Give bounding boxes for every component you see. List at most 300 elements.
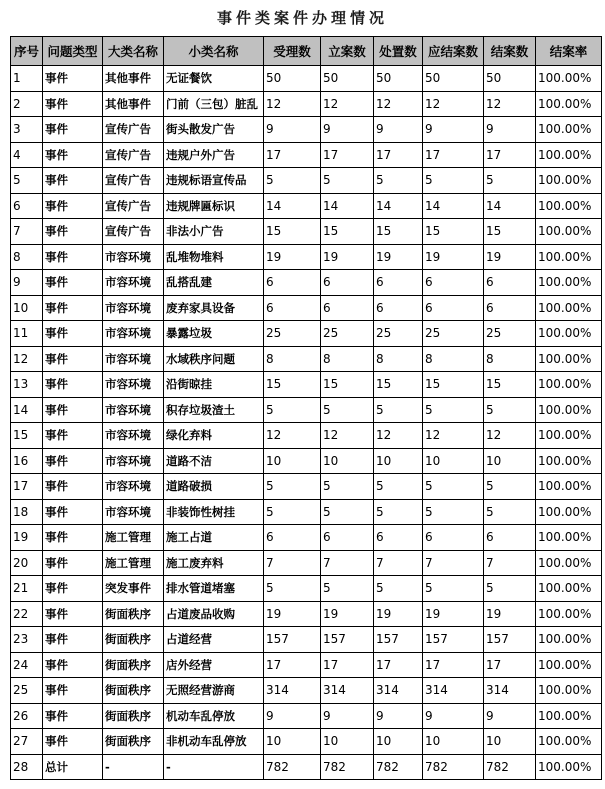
column-header-filed-count: 立案数	[321, 37, 374, 66]
table-cell: 782	[264, 754, 321, 780]
table-cell: 7	[321, 550, 374, 576]
table-cell: 100.00%	[536, 295, 602, 321]
table-cell: 19	[374, 601, 423, 627]
table-cell: 市容环境	[103, 448, 164, 474]
table-cell: 19	[423, 601, 484, 627]
table-cell: 10	[423, 729, 484, 755]
table-cell: 积存垃圾渣土	[164, 397, 264, 423]
table-cell: 20	[11, 550, 43, 576]
table-cell: 17	[423, 142, 484, 168]
table-cell: 314	[374, 678, 423, 704]
table-cell: 街头散发广告	[164, 117, 264, 143]
table-cell: 17	[11, 474, 43, 500]
table-cell: 9	[484, 703, 536, 729]
table-cell: 17	[484, 652, 536, 678]
table-row	[11, 372, 602, 398]
table-cell: 100.00%	[536, 448, 602, 474]
table-cell: 8	[11, 244, 43, 270]
table-cell: 25	[423, 321, 484, 347]
table-cell: 5	[484, 168, 536, 194]
table-cell: 施工管理	[103, 525, 164, 551]
table-cell: 5	[321, 576, 374, 602]
table-cell: -	[103, 754, 164, 780]
table-cell: 事件	[43, 601, 103, 627]
table-row	[11, 219, 602, 245]
table-cell: 6	[374, 525, 423, 551]
table-cell: 100.00%	[536, 550, 602, 576]
table-cell: 15	[374, 372, 423, 398]
table-cell: 8	[321, 346, 374, 372]
table-cell: 100.00%	[536, 754, 602, 780]
column-header-closed-count: 结案数	[484, 37, 536, 66]
table-cell: 6	[423, 270, 484, 296]
table-cell: 5	[423, 576, 484, 602]
table-cell: 6	[423, 525, 484, 551]
table-cell: 事件	[43, 652, 103, 678]
table-row	[11, 66, 602, 92]
table-cell: 街面秩序	[103, 729, 164, 755]
table-cell: 5	[321, 397, 374, 423]
table-cell: 总计	[43, 754, 103, 780]
table-cell: 事件	[43, 117, 103, 143]
table-cell: 市容环境	[103, 397, 164, 423]
table-cell: 12	[264, 423, 321, 449]
table-cell: 50	[264, 66, 321, 92]
table-cell: 8	[374, 346, 423, 372]
table-cell: 100.00%	[536, 346, 602, 372]
table-cell: 100.00%	[536, 397, 602, 423]
table-row	[11, 423, 602, 449]
table-row	[11, 601, 602, 627]
table-cell: 19	[374, 244, 423, 270]
table-cell: 事件	[43, 423, 103, 449]
table-cell: 6	[264, 270, 321, 296]
table-cell: 100.00%	[536, 244, 602, 270]
table-cell: 15	[423, 219, 484, 245]
table-cell: 街面秩序	[103, 652, 164, 678]
table-cell: 100.00%	[536, 703, 602, 729]
cases-table	[10, 36, 602, 780]
table-cell: 5	[484, 576, 536, 602]
table-cell: 6	[484, 295, 536, 321]
table-cell: 157	[264, 627, 321, 653]
table-cell: 17	[374, 142, 423, 168]
table-cell: 乱堆物堆料	[164, 244, 264, 270]
table-cell: 15	[11, 423, 43, 449]
table-cell: 19	[423, 244, 484, 270]
table-cell: 782	[321, 754, 374, 780]
table-cell: 无证餐饮	[164, 66, 264, 92]
table-cell: 非装饰性树挂	[164, 499, 264, 525]
table-cell: 事件	[43, 525, 103, 551]
table-cell: 19	[484, 601, 536, 627]
column-header-serial: 序号	[11, 37, 43, 66]
table-cell: 17	[423, 652, 484, 678]
table-cell: 100.00%	[536, 270, 602, 296]
table-cell: 15	[374, 219, 423, 245]
table-cell: 5	[423, 474, 484, 500]
table-cell: 5	[374, 397, 423, 423]
table-cell: 15	[321, 372, 374, 398]
column-header-accepted-count: 受理数	[264, 37, 321, 66]
table-cell: 10	[374, 729, 423, 755]
table-cell: 市容环境	[103, 270, 164, 296]
table-cell: 17	[321, 652, 374, 678]
table-cell: 9	[374, 703, 423, 729]
table-cell: 6	[374, 295, 423, 321]
table-cell: 157	[423, 627, 484, 653]
table-cell: 12	[321, 423, 374, 449]
column-header-minor-category: 小类名称	[164, 37, 264, 66]
table-row	[11, 91, 602, 117]
table-cell: 19	[321, 601, 374, 627]
table-cell: 9	[321, 703, 374, 729]
table-row	[11, 117, 602, 143]
table-cell: 违规牌匾标识	[164, 193, 264, 219]
table-row	[11, 270, 602, 296]
table-row	[11, 754, 602, 780]
table-cell: 157	[374, 627, 423, 653]
table-cell: 宣传广告	[103, 117, 164, 143]
table-cell: 17	[264, 652, 321, 678]
table-row	[11, 499, 602, 525]
table-cell: 事件	[43, 66, 103, 92]
table-cell: 19	[264, 601, 321, 627]
table-cell: 街面秩序	[103, 627, 164, 653]
table-cell: 10	[321, 448, 374, 474]
table-cell: 事件	[43, 295, 103, 321]
table-cell: 782	[374, 754, 423, 780]
table-cell: 市容环境	[103, 244, 164, 270]
table-cell: 100.00%	[536, 652, 602, 678]
table-cell: 17	[484, 142, 536, 168]
table-cell: 市容环境	[103, 474, 164, 500]
table-cell: 157	[484, 627, 536, 653]
table-cell: 事件	[43, 219, 103, 245]
table-body	[11, 66, 602, 780]
table-cell: 7	[11, 219, 43, 245]
table-cell: 街面秩序	[103, 703, 164, 729]
table-cell: 事件	[43, 627, 103, 653]
table-cell: 25	[321, 321, 374, 347]
table-cell: 157	[321, 627, 374, 653]
table-cell: 15	[264, 219, 321, 245]
table-cell: 17	[321, 142, 374, 168]
table-row	[11, 703, 602, 729]
table-cell: 100.00%	[536, 66, 602, 92]
table-cell: 事件	[43, 703, 103, 729]
table-cell: 事件	[43, 729, 103, 755]
table-cell: 14	[423, 193, 484, 219]
table-cell: 7	[264, 550, 321, 576]
table-cell: 100.00%	[536, 168, 602, 194]
table-cell: 50	[484, 66, 536, 92]
table-cell: 9	[423, 703, 484, 729]
table-row	[11, 448, 602, 474]
table-row	[11, 576, 602, 602]
table-cell: 5	[264, 499, 321, 525]
table-cell: 5	[374, 576, 423, 602]
table-cell: 10	[264, 448, 321, 474]
table-cell: 9	[264, 703, 321, 729]
table-cell: 12	[374, 91, 423, 117]
table-cell: 事件	[43, 270, 103, 296]
table-cell: 事件	[43, 168, 103, 194]
table-cell: 宣传广告	[103, 219, 164, 245]
table-cell: 施工管理	[103, 550, 164, 576]
table-row	[11, 295, 602, 321]
table-cell: 27	[11, 729, 43, 755]
table-cell: 15	[264, 372, 321, 398]
table-cell: 100.00%	[536, 601, 602, 627]
table-cell: 12	[423, 91, 484, 117]
table-cell: 道路不洁	[164, 448, 264, 474]
table-cell: 5	[11, 168, 43, 194]
table-cell: 5	[321, 474, 374, 500]
table-cell: 5	[484, 499, 536, 525]
table-cell: 14	[11, 397, 43, 423]
table-cell: 6	[423, 295, 484, 321]
table-cell: 10	[321, 729, 374, 755]
table-cell: 8	[423, 346, 484, 372]
table-cell: 机动车乱停放	[164, 703, 264, 729]
table-cell: 5	[264, 576, 321, 602]
table-cell: 6	[11, 193, 43, 219]
table-cell: 9	[374, 117, 423, 143]
table-cell: 12	[264, 91, 321, 117]
table-cell: 事件	[43, 397, 103, 423]
table-row	[11, 678, 602, 704]
table-cell: 宣传广告	[103, 142, 164, 168]
table-cell: 26	[11, 703, 43, 729]
table-cell: 9	[484, 117, 536, 143]
table-cell: 14	[374, 193, 423, 219]
table-cell: 100.00%	[536, 525, 602, 551]
table-cell: -	[164, 754, 264, 780]
table-cell: 市容环境	[103, 423, 164, 449]
table-cell: 事件	[43, 678, 103, 704]
table-cell: 事件	[43, 346, 103, 372]
table-cell: 17	[374, 652, 423, 678]
table-cell: 沿街晾挂	[164, 372, 264, 398]
table-row	[11, 193, 602, 219]
table-cell: 15	[484, 372, 536, 398]
table-cell: 5	[484, 474, 536, 500]
table-cell: 6	[484, 270, 536, 296]
table-cell: 事件	[43, 474, 103, 500]
table-cell: 事件	[43, 576, 103, 602]
table-cell: 17	[264, 142, 321, 168]
table-cell: 25	[11, 678, 43, 704]
table-cell: 8	[264, 346, 321, 372]
table-cell: 11	[11, 321, 43, 347]
table-cell: 12	[484, 91, 536, 117]
table-cell: 25	[484, 321, 536, 347]
table-cell: 782	[484, 754, 536, 780]
table-cell: 暴露垃圾	[164, 321, 264, 347]
table-cell: 14	[264, 193, 321, 219]
table-row	[11, 321, 602, 347]
table-cell: 6	[264, 295, 321, 321]
table-cell: 9	[264, 117, 321, 143]
table-cell: 10	[264, 729, 321, 755]
table-cell: 门前（三包）脏乱	[164, 91, 264, 117]
table-cell: 314	[264, 678, 321, 704]
table-cell: 排水管道堵塞	[164, 576, 264, 602]
table-cell: 100.00%	[536, 423, 602, 449]
table-cell: 事件	[43, 321, 103, 347]
table-cell: 5	[484, 397, 536, 423]
table-row	[11, 346, 602, 372]
table-cell: 5	[264, 397, 321, 423]
table-cell: 5	[423, 168, 484, 194]
table-cell: 占道经营	[164, 627, 264, 653]
table-cell: 乱搭乱建	[164, 270, 264, 296]
table-cell: 事件	[43, 499, 103, 525]
table-cell: 15	[423, 372, 484, 398]
table-cell: 5	[374, 168, 423, 194]
table-cell: 5	[264, 474, 321, 500]
table-cell: 2	[11, 91, 43, 117]
table-cell: 314	[321, 678, 374, 704]
table-cell: 100.00%	[536, 219, 602, 245]
column-header-major-category: 大类名称	[103, 37, 164, 66]
table-header-row	[11, 37, 602, 66]
table-cell: 4	[11, 142, 43, 168]
table-cell: 23	[11, 627, 43, 653]
table-cell: 5	[321, 168, 374, 194]
table-cell: 10	[484, 729, 536, 755]
table-cell: 16	[11, 448, 43, 474]
table-cell: 5	[374, 474, 423, 500]
table-cell: 1	[11, 66, 43, 92]
table-cell: 24	[11, 652, 43, 678]
table-cell: 15	[484, 219, 536, 245]
table-cell: 10	[374, 448, 423, 474]
table-cell: 违规标语宣传品	[164, 168, 264, 194]
table-cell: 9	[321, 117, 374, 143]
table-cell: 街面秩序	[103, 601, 164, 627]
table-cell: 非法小广告	[164, 219, 264, 245]
table-cell: 8	[484, 346, 536, 372]
table-cell: 12	[484, 423, 536, 449]
table-cell: 施工占道	[164, 525, 264, 551]
table-cell: 12	[321, 91, 374, 117]
table-cell: 施工废弃料	[164, 550, 264, 576]
table-cell: 13	[11, 372, 43, 398]
table-cell: 事件	[43, 550, 103, 576]
table-cell: 道路破损	[164, 474, 264, 500]
table-cell: 10	[484, 448, 536, 474]
table-cell: 其他事件	[103, 66, 164, 92]
table-cell: 宣传广告	[103, 168, 164, 194]
table-cell: 事件	[43, 142, 103, 168]
table-cell: 市容环境	[103, 346, 164, 372]
table-cell: 事件	[43, 193, 103, 219]
table-cell: 7	[374, 550, 423, 576]
table-cell: 违规户外广告	[164, 142, 264, 168]
table-cell: 事件	[43, 244, 103, 270]
table-cell: 市容环境	[103, 499, 164, 525]
table-row	[11, 652, 602, 678]
table-cell: 5	[423, 499, 484, 525]
table-cell: 6	[321, 270, 374, 296]
table-cell: 6	[321, 295, 374, 321]
table-cell: 6	[264, 525, 321, 551]
page-title: 事件类案件办理情况	[216, 9, 388, 27]
table-cell: 无照经营游商	[164, 678, 264, 704]
column-header-problem-type: 问题类型	[43, 37, 103, 66]
table-cell: 7	[484, 550, 536, 576]
table-cell: 22	[11, 601, 43, 627]
table-cell: 5	[374, 499, 423, 525]
table-cell: 25	[374, 321, 423, 347]
table-cell: 10	[423, 448, 484, 474]
column-header-close-rate: 结案率	[536, 37, 602, 66]
table-cell: 18	[11, 499, 43, 525]
table-cell: 其他事件	[103, 91, 164, 117]
table-cell: 街面秩序	[103, 678, 164, 704]
table-cell: 6	[321, 525, 374, 551]
table-cell: 19	[321, 244, 374, 270]
table-row	[11, 525, 602, 551]
table-cell: 19	[11, 525, 43, 551]
table-row	[11, 627, 602, 653]
table-cell: 12	[11, 346, 43, 372]
table-cell: 9	[423, 117, 484, 143]
table-cell: 28	[11, 754, 43, 780]
table-cell: 5	[264, 168, 321, 194]
table-cell: 5	[423, 397, 484, 423]
column-header-handled-count: 处置数	[374, 37, 423, 66]
table-cell: 9	[11, 270, 43, 296]
table-cell: 100.00%	[536, 678, 602, 704]
table-row	[11, 142, 602, 168]
table-row	[11, 244, 602, 270]
table-cell: 占道废品收购	[164, 601, 264, 627]
table-cell: 314	[484, 678, 536, 704]
table-cell: 10	[11, 295, 43, 321]
table-cell: 100.00%	[536, 142, 602, 168]
table-cell: 50	[321, 66, 374, 92]
table-cell: 市容环境	[103, 295, 164, 321]
table-cell: 绿化弃料	[164, 423, 264, 449]
table-cell: 12	[374, 423, 423, 449]
table-cell: 50	[423, 66, 484, 92]
table-cell: 突发事件	[103, 576, 164, 602]
table-cell: 水域秩序问题	[164, 346, 264, 372]
table-cell: 宣传广告	[103, 193, 164, 219]
table-cell: 782	[423, 754, 484, 780]
table-cell: 废弃家具设备	[164, 295, 264, 321]
table-cell: 100.00%	[536, 372, 602, 398]
table-cell: 6	[484, 525, 536, 551]
table-cell: 50	[374, 66, 423, 92]
table-row	[11, 474, 602, 500]
table-cell: 7	[423, 550, 484, 576]
table-cell: 事件	[43, 448, 103, 474]
table-cell: 市容环境	[103, 372, 164, 398]
table-cell: 14	[484, 193, 536, 219]
table-cell: 100.00%	[536, 193, 602, 219]
table-cell: 15	[321, 219, 374, 245]
table-cell: 事件	[43, 372, 103, 398]
table-cell: 事件	[43, 91, 103, 117]
table-row	[11, 168, 602, 194]
table-row	[11, 397, 602, 423]
table-cell: 25	[264, 321, 321, 347]
table-cell: 6	[374, 270, 423, 296]
